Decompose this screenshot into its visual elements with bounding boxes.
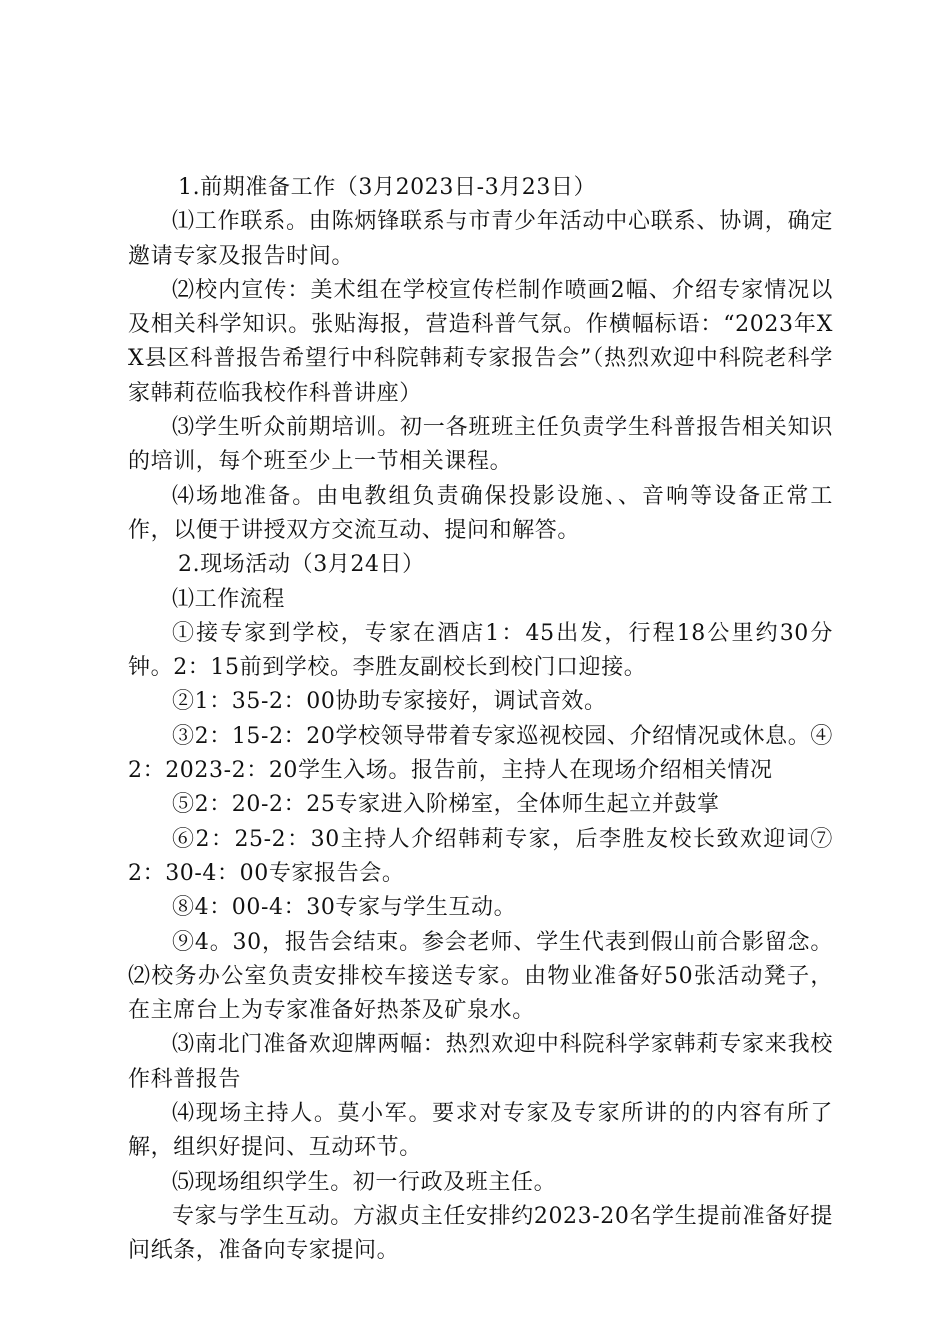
section-heading-preparation: 1.前期准备工作（3月2023日-3月23日） bbox=[178, 175, 597, 200]
paragraph-student-training: ⑶学生听众前期培训。初一各班班主任负责学生科普报告相关知识的培训，每个班至少上一节相关课程。 bbox=[128, 415, 833, 475]
paragraph-venue-preparation: ⑷场地准备。由电教组负责确保投影设施、、音响等设备正常工作，以便于讲授双方交流互动、提问和解答。 bbox=[128, 483, 833, 543]
paragraph-step-8: ⑧4：00-4：30专家与学生互动。 bbox=[172, 895, 517, 921]
paragraph-student-organization: ⑸现场组织学生。初一行政及班主任。 bbox=[172, 1169, 557, 1195]
document-body bbox=[128, 171, 833, 1269]
paragraph-step-9: ⑨4。30，报告会结束。参会老师、学生代表到假山前合影留念。⑵校务办公室负责安排校车接送专家。由物业准备好50张活动凳子，在主席台上为专家准备好热茶及矿泉水。 bbox=[128, 929, 833, 1024]
paragraph-welcome-signs: ⑶南北门准备欢迎牌两幅：热烈欢迎中科院科学家韩莉专家来我校作科普报告 bbox=[128, 1032, 833, 1092]
paragraph-expert-interaction: 专家与学生互动。方淑贞主任安排约2023-20名学生提前准备好提问纸条，准备向专家提问。 bbox=[128, 1203, 833, 1264]
paragraph-host: ⑷现场主持人。莫小军。要求对专家及专家所讲的的内容有所了解，组织好提问、互动环节。 bbox=[128, 1101, 833, 1161]
paragraph-step-5: ⑤2：20-2：25专家进入阶梯室，全体师生起立并鼓掌 bbox=[172, 792, 720, 818]
paragraph-step-2: ②1：35-2：00协助专家接好，调试音效。 bbox=[172, 689, 607, 715]
paragraph-work-contact: ⑴工作联系。由陈炳锋联系与市青少年活动中心联系、协调，确定邀请专家及报告时间。 bbox=[128, 209, 833, 269]
paragraph-workflow-title: ⑴工作流程 bbox=[172, 586, 286, 612]
paragraph-campus-publicity: ⑵校内宣传：美术组在学校宣传栏制作喷画2幅、介绍专家情况以及相关科学知识。张贴海报，营造科普气氛。作横幅标语：“2023年XX县区科普报告希望行中科院韩莉专家报告会”（热烈欢迎中科院老科学家韩莉莅临我校作科普讲座） bbox=[128, 277, 833, 406]
paragraph-step-6-7: ⑥2：25-2：30主持人介绍韩莉专家，后李胜友校长致欢迎词⑦2：30-4：00专家报告会。 bbox=[128, 826, 833, 886]
paragraph-step-1: ①接专家到学校，专家在酒店1：45出发，行程18公里约30分钟。2：15前到学校。李胜友副校长到校门口迎接。 bbox=[128, 620, 833, 681]
paragraph-step-3-4: ③2：15-2：20学校领导带着专家巡视校园、介绍情况或休息。④2：2023-2：20学生入场。报告前，主持人在现场介绍相关情况 bbox=[128, 723, 833, 784]
section-heading-onsite-activity: 2.现场活动（3月24日） bbox=[178, 552, 425, 578]
